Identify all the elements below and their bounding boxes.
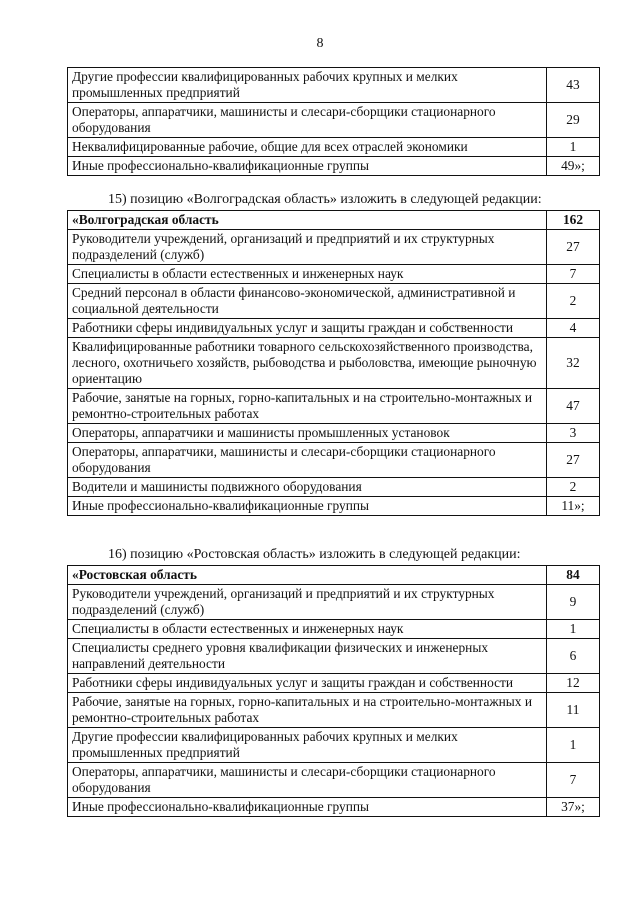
row-name: Операторы, аппаратчики, машинисты и слесари-сборщики стационарного оборудования (68, 763, 547, 798)
row-value: 37»; (547, 798, 600, 817)
row-name: Операторы, аппаратчики, машинисты и слесари-сборщики стационарного оборудования (68, 443, 547, 478)
row-value: 2 (547, 284, 600, 319)
table-row (68, 497, 600, 516)
table-row (68, 639, 600, 674)
row-value: 47 (547, 389, 600, 424)
row-value: 32 (547, 338, 600, 389)
table-row (68, 443, 600, 478)
row-name: Средний персонал в области финансово-экономической, административной и социальной деятельности (68, 284, 547, 319)
table-row (68, 585, 600, 620)
section-15-intro: 15) позицию «Волгоградская область» изложить в следующей редакции: (108, 192, 542, 207)
row-name: Работники сферы индивидуальных услуг и защиты граждан и собственности (68, 674, 547, 693)
row-value: 2 (547, 478, 600, 497)
row-value: 49»; (547, 157, 600, 176)
row-value: 3 (547, 424, 600, 443)
table-row (68, 103, 600, 138)
row-value: 1 (547, 138, 600, 157)
row-value: 27 (547, 230, 600, 265)
table-row (68, 693, 600, 728)
table-row (68, 68, 600, 103)
region-name: «Волгоградская область (68, 211, 547, 230)
table-row (68, 478, 600, 497)
page-number: 8 (316, 36, 324, 51)
table-row (68, 230, 600, 265)
row-value: 7 (547, 763, 600, 798)
table-row (68, 620, 600, 639)
table-row (68, 265, 600, 284)
table-header-row (68, 211, 600, 230)
row-name: Другие профессии квалифицированных рабочих крупных и мелких промышленных предприятий (68, 68, 547, 103)
table-row (68, 157, 600, 176)
table-row (68, 338, 600, 389)
row-name: Специалисты в области естественных и инженерных наук (68, 265, 547, 284)
table-header-row (68, 566, 600, 585)
table-volgograd (67, 210, 600, 516)
row-value: 29 (547, 103, 600, 138)
row-name: Водители и машинисты подвижного оборудования (68, 478, 547, 497)
row-name: Операторы, аппаратчики и машинисты промышленных установок (68, 424, 547, 443)
table-row (68, 728, 600, 763)
table-row (68, 138, 600, 157)
table-continuation (67, 67, 600, 176)
row-name: Неквалифицированные рабочие, общие для всех отраслей экономики (68, 138, 547, 157)
row-name: Специалисты в области естественных и инженерных наук (68, 620, 547, 639)
row-value: 6 (547, 639, 600, 674)
row-value: 4 (547, 319, 600, 338)
region-total: 162 (547, 211, 600, 230)
row-name: Операторы, аппаратчики, машинисты и слесари-сборщики стационарного оборудования (68, 103, 547, 138)
table-row (68, 674, 600, 693)
row-value: 27 (547, 443, 600, 478)
table-row (68, 319, 600, 338)
row-value: 9 (547, 585, 600, 620)
row-value: 7 (547, 265, 600, 284)
row-name: Рабочие, занятые на горных, горно-капитальных и на строительно-монтажных и ремонтно-строительных работах (68, 389, 547, 424)
row-name: Специалисты среднего уровня квалификации физических и инженерных направлений деятельности (68, 639, 547, 674)
section-16-intro: 16) позицию «Ростовская область» изложить в следующей редакции: (108, 547, 521, 562)
region-total: 84 (547, 566, 600, 585)
table-row (68, 389, 600, 424)
row-name: Руководители учреждений, организаций и предприятий и их структурных подразделений (служб) (68, 585, 547, 620)
row-value: 12 (547, 674, 600, 693)
row-name: Руководители учреждений, организаций и предприятий и их структурных подразделений (служб) (68, 230, 547, 265)
row-name: Иные профессионально-квалификационные группы (68, 157, 547, 176)
row-name: Иные профессионально-квалификационные группы (68, 798, 547, 817)
row-name: Работники сферы индивидуальных услуг и защиты граждан и собственности (68, 319, 547, 338)
region-name: «Ростовская область (68, 566, 547, 585)
row-name: Иные профессионально-квалификационные группы (68, 497, 547, 516)
row-value: 11»; (547, 497, 600, 516)
table-row (68, 763, 600, 798)
row-value: 43 (547, 68, 600, 103)
row-name: Рабочие, занятые на горных, горно-капитальных и на строительно-монтажных и ремонтно-строительных работах (68, 693, 547, 728)
table-row (68, 424, 600, 443)
row-name: Квалифицированные работники товарного сельскохозяйственного производства, лесного, охотничьего хозяйств, рыбоводства и рыболовства, имеющие рыночную ориентацию (68, 338, 547, 389)
row-value: 11 (547, 693, 600, 728)
table-rostov (67, 565, 600, 817)
table-row (68, 798, 600, 817)
row-value: 1 (547, 620, 600, 639)
row-name: Другие профессии квалифицированных рабочих крупных и мелких промышленных предприятий (68, 728, 547, 763)
row-value: 1 (547, 728, 600, 763)
table-row (68, 284, 600, 319)
